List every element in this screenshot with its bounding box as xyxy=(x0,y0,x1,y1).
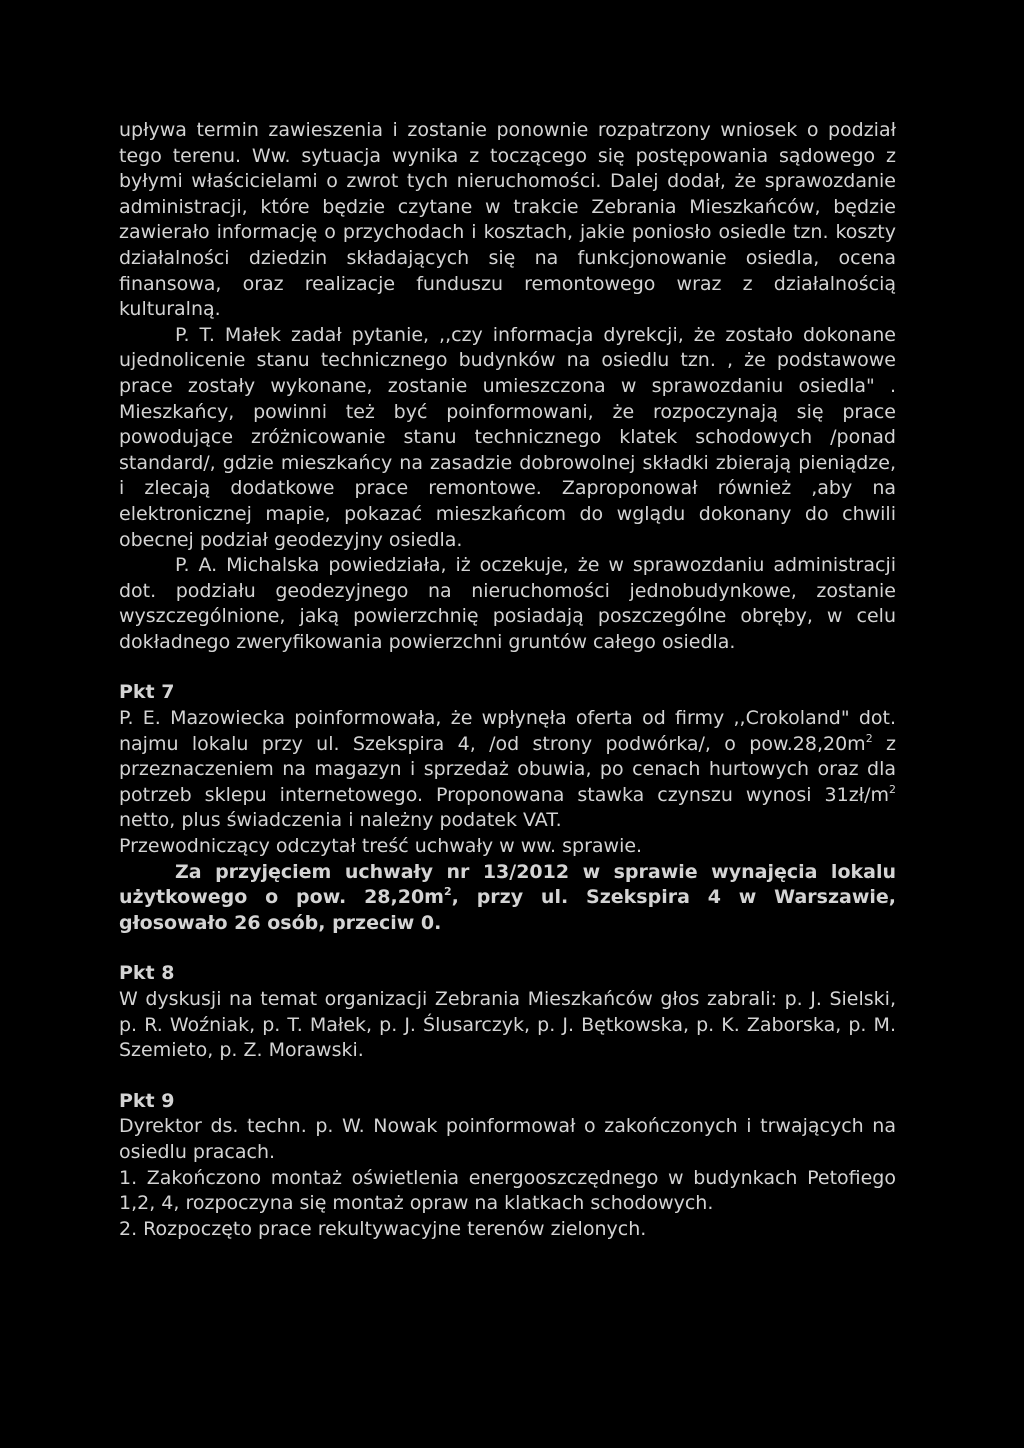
pkt7-text-b: z przeznaczeniem na magazyn i sprzedaż obuwia, po cenach hurtowych oraz dla potrzeb sklepu internetowego. Proponowana stawka czynszu wynosi 31zł/m xyxy=(119,732,896,806)
document-page xyxy=(119,118,896,1242)
pkt9-item-1: 1. Zakończono montaż oświetlenia energooszczędnego w budynkach Petofiego 1,2, 4, rozpoczyna się montaż opraw na klatkach schodowych. xyxy=(119,1166,896,1215)
pkt7-line-2: Przewodniczący odczytał treść uchwały w ww. sprawie. xyxy=(119,835,643,858)
pkt7-sup-1: 2 xyxy=(865,731,873,745)
paragraph-1: upływa termin zawieszenia i zostanie ponownie rozpatrzony wniosek o podział tego terenu. Ww. sytuacja wynika z toczącego się postępowania sądowego z byłymi właścicielami o zwrot tych nieruchomości. Dalej dodał, że sprawozdanie administracji, które będzie czytane w trakcie Zebrania Mieszkańców, będzie zawierało informację o przychodach i kosztach, jakie poniosło osiedle tzn. koszty działalności dziedzin składających się na funkcjonowanie osiedla, ocena finansowa, oraz realizacje funduszu remontowego wraz z działalnością kulturalną. xyxy=(119,119,896,321)
pkt7-text-c: netto, plus świadczenia i należny podatek VAT. xyxy=(119,809,562,832)
section-heading-pkt8: Pkt 8 xyxy=(119,962,175,985)
paragraph-3: P. A. Michalska powiedziała, iż oczekuje, że w sprawozdaniu administracji dot. podziału geodezyjnego na nieruchomości jednobudynkowe, zostanie wyszczególnione, jaką powierzchnię posiadają poszczególne obręby, w celu dokładnego zweryfikowania powierzchni gruntów całego osiedla. xyxy=(119,554,896,653)
pkt7-sup-2: 2 xyxy=(889,782,896,796)
vote-text-b: , przy ul. Szekspira 4 w Warszawie, głosowało 26 osób, przeciw 0. xyxy=(119,886,897,934)
vote-text-a: Za przyjęciem uchwały nr 13/2012 w sprawie wynajęcia lokalu użytkowego o pow. 28,20m xyxy=(119,860,896,909)
pkt9-paragraph: Dyrektor ds. techn. p. W. Nowak poinformował o zakończonych i trwających na osiedlu pracach. xyxy=(119,1115,896,1163)
pkt7-vote-result xyxy=(119,860,896,937)
section-heading-pkt9: Pkt 9 xyxy=(119,1089,175,1112)
vote-sup: 2 xyxy=(443,885,452,899)
pkt7-paragraph xyxy=(119,706,896,834)
pkt7-text-a: P. E. Mazowiecka poinformowała, że wpłynęła oferta od firmy ,,Crokoland" dot. najmu lokalu przy ul. Szekspira 4, /od strony podwórka/, o pow.28,20m xyxy=(119,707,896,755)
paragraph-2: P. T. Małek zadał pytanie, ,,czy informacja dyrekcji, że zostało dokonane ujednolicenie stanu technicznego budynków na osiedlu tzn. , że podstawowe prace zostały wykonane, zostanie umieszczona w sprawozdaniu osiedla" . Mieszkańcy, powinni też być poinformowani, że rozpoczynają się prace powodujące zróżnicowanie stanu technicznego klatek schodowych /ponad standard/, gdzie mieszkańcy na zasadzie dobrowolnej składki zbierają pieniądze, i zlecają dodatkowe prace remontowe. Zaproponował również ,aby na elektronicznej mapie, pokazać mieszkańcom do wglądu dokonany do chwili obecnej podział geodezyjny osiedla. xyxy=(119,323,896,551)
pkt9-item-2: 2. Rozpoczęto prace rekultywacyjne terenów zielonych. xyxy=(119,1217,647,1240)
section-heading-pkt7: Pkt 7 xyxy=(119,681,175,704)
pkt8-paragraph: W dyskusji na temat organizacji Zebrania Mieszkańców głos zabrali: p. J. Sielski, p. R. Woźniak, p. T. Małek, p. J. Ślusarczyk, p. J. Bętkowska, p. K. Zaborska, p. M. Szemieto, p. Z. Morawski. xyxy=(119,988,896,1062)
